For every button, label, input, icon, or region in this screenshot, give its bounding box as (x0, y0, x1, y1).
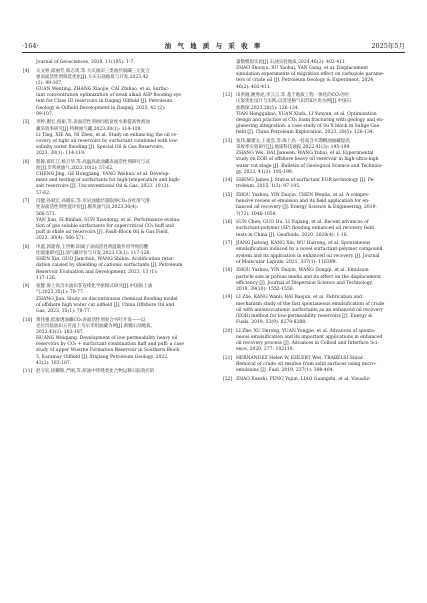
reference-line: system and its application in enhanced oil recovery [J]. Journal (236, 253, 380, 259)
reference-line: ters of crude oil [J]. Petroleum Geology & Experiment, 2024, (236, 78, 375, 84)
reference-number: [13] (223, 138, 233, 144)
reference-number: [17] (223, 241, 233, 247)
reference-line: 2023, 30(4): 566-571. (36, 236, 86, 242)
reference-item (23, 284, 203, 315)
reference-line: 566-571. (36, 211, 57, 217)
reference-item (23, 160, 203, 197)
reference-line: of offshore high water cut oilfield [J]. China Offshore Oil and (36, 302, 175, 308)
reference-number: [19] (223, 295, 233, 301)
reference-line: 99-107. (36, 111, 54, 117)
issue-date: 2025年5月 (371, 42, 405, 50)
reference-line: Geology & Oilfield Development in Daqing, 2023, 42 (2): (36, 105, 166, 111)
reference-item (223, 178, 403, 190)
reference-line: 藏采收率研究[J].特种油气藏,2023,30(1): 114-119. (36, 126, 142, 132)
reference-line: 闫健,孙斌宏,孙晓东,等.页岩油储层超临界CO₂吞吐用气溶 (36, 199, 150, 205)
reference-line: 赵守钰,徐耀辉,严刚,等.原油中咔唑类化合物运移示踪效应的 (36, 369, 155, 375)
reference-line: emulsification induced by a novel surfactant-polymer compound (236, 247, 383, 253)
reference-line: ZHANG Jian. Study on discontinuous chemical flooding model (36, 296, 178, 302)
reference-number: [20] (223, 328, 233, 334)
reference-line: 张健.海上高含水油田非连续化学驱模式研究[J].中国海上油 (36, 284, 153, 290)
reference-number: [5] (23, 120, 30, 126)
reference-line: 量数模拟实验[J].石油实验地质,2024,46(2): 402-411. (236, 60, 347, 65)
reference-line: SHEN Xin, GUO Jianchun, WANG Shibin. Acidification retar- (36, 257, 175, 263)
reference-line: 田洪刚,姚秀虎,李云云,等.基于地质工程一体化的CO₂吞吐 (236, 93, 350, 99)
reference-number: [21] (223, 355, 233, 361)
reference-line: tant concentration optimization of weak alkali ASP flooding sys- (36, 93, 183, 99)
reference-line: ence, 2020, 277: 102119. (236, 347, 295, 353)
reference-line: reservoirs by CO₂ + surfactant combination huff and puff: a case (36, 342, 185, 348)
reference-line: 气,2023,35(1): 70-77. (36, 290, 85, 296)
reference-number: [4] (23, 68, 30, 74)
reference-item (223, 295, 403, 326)
reference-line: study of upper Wuerhe Formation Reservoir in Southern Block (36, 348, 180, 354)
reference-item (223, 356, 403, 374)
reference-line: neous emulsification and its important applications in enhanced (236, 334, 383, 340)
reference-line: gineering integration: a case study of Su X block in Sulige Gas- (236, 124, 381, 130)
reference-line: dation caused by shielding of cationic surfactants [J]. Petroleum (36, 263, 183, 269)
reference-item (223, 220, 403, 238)
reference-item (23, 318, 203, 367)
reference-line: oil recovery process [J]. Advances in Colloid and Interface Sci- (236, 341, 379, 347)
reference-line: LI Zhe, XU Derong, YUAN Yongjie, et al. Advances of sponta- (236, 328, 376, 334)
reference-line: oil with anionic/cationic surfactants as an enhanced oil recovery (236, 307, 384, 313)
reference-line: tests in China [J]. Geofluids, 2020, 2020(4): 1-16. (236, 232, 349, 238)
reference-line: salinity water flooding [J]. Special Oil & Gas Reservoirs, (36, 145, 165, 151)
reference-line: HERNANDEZ Helen W, EHLERT Wes, TRABELSI Siwar. (236, 355, 364, 361)
reference-line: 油勘探,2023,28(5): 126-134. (236, 105, 299, 111)
reference-number: [18] (223, 268, 233, 274)
reference-line: CHENG Jing, GE Hongjiang, YANG Weihua, et al. Develop- (36, 172, 170, 178)
reference-line: YAN Jian, SI Binlian, SUN Xiaodong, et al. Performance evalua- (36, 217, 181, 223)
reference-line: 克拉玛依油田五区南上乌尔禾组油藏为例[J].新疆石油地质, (36, 323, 153, 329)
reference-number: [10] (23, 317, 33, 323)
reference-number: [16] (223, 220, 233, 226)
reference-item (223, 60, 403, 91)
reference-line: GUAN Wenting, ZHANG Xiaojie, CAI Zhihao, et al. Surfac- (36, 87, 170, 93)
reference-item (223, 268, 403, 293)
reference-line: 化缓速研究[J].油气藏评价与开发,2023,13(1): 117-126. (36, 251, 151, 257)
reference-line: Journal of Geosciences, 2018, 11(195): 1-7. (36, 60, 135, 65)
reference-line: SUN Chen, GUO Hu, LI Yiqiang, et al. Recent advances of (236, 220, 369, 226)
reference-line: emulsions [J]. Fuel, 2019, 237(1): 398-404. (236, 368, 334, 374)
reference-item (223, 139, 403, 176)
reference-line: puff in shale oil reservoirs [J]. Fault-Block Oil & Gas Field, (36, 230, 170, 236)
reference-line: Removal of crude oil residue from solid surfaces using micro- (236, 362, 377, 368)
reference-line: 关文婷,霍丽芳,蔡志勇,等.大庆油田三类油层弱碱三元复合 (36, 68, 150, 74)
reference-line: mechanism study of the fast spontaneous emulsification of crude (236, 301, 385, 307)
reference-line: study on EOR of offshore heavy oil reservoir in high-ultra-high (236, 157, 379, 163)
reference-line: simulation experiments of migration effect on carbazole parame- (236, 72, 385, 78)
reference-line: LI Zhe, KANG Wanli, BAI Baojun, et al. Fabrication and (236, 295, 363, 301)
reference-line: ment and testing of surfactants for high-temperature and high- (36, 178, 181, 184)
reference-line: salt reservoirs [J]. Unconventional Oil & Gas, 2023, 10 (2): (36, 184, 170, 190)
reference-line: 申鑫,郭建春,王世彬.阳离子表面活性剂温敏作用导致的酸 (36, 244, 149, 250)
reference-line: gy, 2022, 41(3): 195-199. (236, 169, 294, 175)
reference-line: 压裂优化设计与实践:以苏里格气田苏X区块为例[J].中国石 (236, 99, 351, 105)
reference-line: LI Ting, XIE An, NI Zhen, et al. Study on enhancing the oil re- (36, 132, 178, 138)
reference-number: [15] (223, 193, 233, 199)
reference-line: Gas, 2023, 35(1): 70-77. (36, 308, 92, 314)
reference-line: 采收率实验研究[J].地质科技通报,2022,41(3): 195-199. (236, 145, 351, 151)
reference-item (223, 93, 403, 136)
reference-item (23, 245, 203, 282)
reference-line: 57-62. (36, 190, 51, 196)
reference-line: ZHANG Wei, DAI Jianwen, WANG Yuhui, et al. Experimental (236, 151, 374, 157)
reference-number: [9] (23, 284, 30, 290)
reference-line: 43(2): 183-187. (36, 360, 72, 366)
reference-line: tion of gas soluble surfactants for supercritical CO₂ huff and (36, 223, 174, 229)
reference-line: surfactant-polymer (SP) flooding enhanced oil recovery field (236, 226, 374, 232)
reference-item (23, 69, 203, 118)
page-header (0, 0, 427, 58)
reference-item (23, 199, 203, 242)
reference-line: 程静,葛红江,杨卫华,等.高温高盐油藏表面活性剂研究与试 (36, 159, 150, 165)
reference-line: HUANG Weiqiang. Development of low-permeability heavy oil (36, 336, 178, 342)
reference-line: design and practice of CO₂ foam fracturing with geology and en- (236, 117, 384, 123)
reference-line: 驱表面活性剂筛选优化[J].大庆石油地质与开发,2023,42 (36, 74, 149, 80)
reference-line: 2018, 39(10): 1552-1556. (236, 286, 295, 292)
reference-line: ZHOU Yazhou, YIN Daiyin, CHEN Wenlin, et al. A compre- (236, 193, 370, 199)
references-right-column (223, 60, 403, 386)
reference-line: 2022,43(2): 183-187. (36, 329, 85, 335)
reference-item (223, 329, 403, 354)
reference-line: 5, Karamay Oilfield [J]. Xinjiang Petroleum Geology, 2022, (36, 354, 169, 360)
reference-line: troleum, 2015, 1(2): 97-105. (236, 184, 301, 190)
reference-line: TIAN Honggahao, YUAN Xiufa, LI Yunyun, et al. Optimization (236, 111, 377, 117)
reference-line: 117-126. (36, 275, 57, 281)
reference-line: 2023, 30(1): 114-119. (36, 151, 86, 157)
reference-item (223, 241, 403, 266)
reference-number: [22] (223, 376, 233, 382)
reference-line: 李婷,谢宏,倪振,等.表面活性剂协同低盐度水驱提高致密油 (36, 120, 150, 126)
reference-line: of Molecular Liquids, 2021, 337(1): 116399. (236, 259, 337, 265)
reference-line: (EOR) method for low-permeability reservoirs [J]. Energy & (236, 313, 373, 319)
reference-line: 张伟,戴建文,王東会,等.海上高一特高含水期稠油油藏提高 (236, 138, 350, 144)
journal-title: 油 气 地 质 与 采 收 率 (164, 42, 263, 50)
reference-line: covery of tight oil reservoirs by surfactant combined with low- (36, 138, 179, 144)
references-left-column (23, 60, 203, 378)
reference-number: [8] (23, 244, 30, 250)
reference-line: JIANG Jiatong, KANG Xin, WU Hairong, et al. Spontaneous (236, 241, 371, 247)
reference-item (223, 377, 403, 383)
reference-line: 7(72): 1046-1058. (236, 211, 277, 217)
reference-number: [7] (23, 199, 30, 205)
reference-number: [6] (23, 159, 30, 165)
reference-number: [12] (223, 93, 233, 99)
reference-line: water cut stage [J]. Bulletin of Geological Science and Technolo- (236, 163, 383, 169)
reference-line: ZHAO Xuezhi, FENG Yujun, LIAO Guangzhi, et al. Visualiz- (236, 376, 371, 382)
reference-line: efficiency [J]. Journal of Dispersion Science and Technology, (236, 280, 373, 286)
page-number: ·164· (22, 42, 39, 50)
reference-line: 46(2): 402-411. (236, 84, 272, 90)
reference-line: (2): 99-107. (36, 80, 63, 86)
reference-item (23, 60, 203, 66)
reference-item (23, 120, 203, 157)
reference-number: [14] (223, 178, 233, 184)
reference-line: SHENG James J. Status of surfactant EOR technology [J]. Pe- (236, 178, 375, 184)
reference-line: hensive review of emulsion and its field application for en- (236, 199, 370, 205)
reference-line: field [J]. China Petroleum Exploration, 2023, 28(5): 126-134. (236, 130, 375, 136)
reference-item (223, 193, 403, 218)
reference-line: particle size in porous media and its effect on the displacement (236, 274, 381, 280)
reference-line: hanced oil recovery [J]. Energy Science & Engineering, 2019, (236, 205, 377, 211)
reference-line: 黄伟强,低渗透油藏CO₂表面活性剂复合吞吐开发——以 (36, 317, 146, 323)
reference-line: Reservoir Evaluation and Development, 2023, 13 (1): (36, 269, 158, 275)
reference-line: 验[J].非常规油气,2023,10(2): 57-62. (36, 166, 114, 171)
reference-line: tem for Class III reservoirs in Daqing Oilfield [J]. Petroleum (36, 99, 173, 105)
reference-line: Fuels, 2019, 33(9): 8279-8288. (236, 320, 307, 326)
reference-line: ZHOU Yazhou, YIN Daiyin, WANG Dongqi, et al. Emulsion (236, 268, 369, 274)
reference-number: [11] (23, 369, 33, 375)
header-divider (22, 52, 405, 53)
reference-line: 性表面活性剂性能评价[J].断块油气田,2023,30(4): (36, 205, 139, 211)
reference-item (23, 369, 203, 375)
reference-line: ZHAO Shouyu, XU Yaohui, YAN Gang, et al. Displacement (236, 66, 369, 72)
